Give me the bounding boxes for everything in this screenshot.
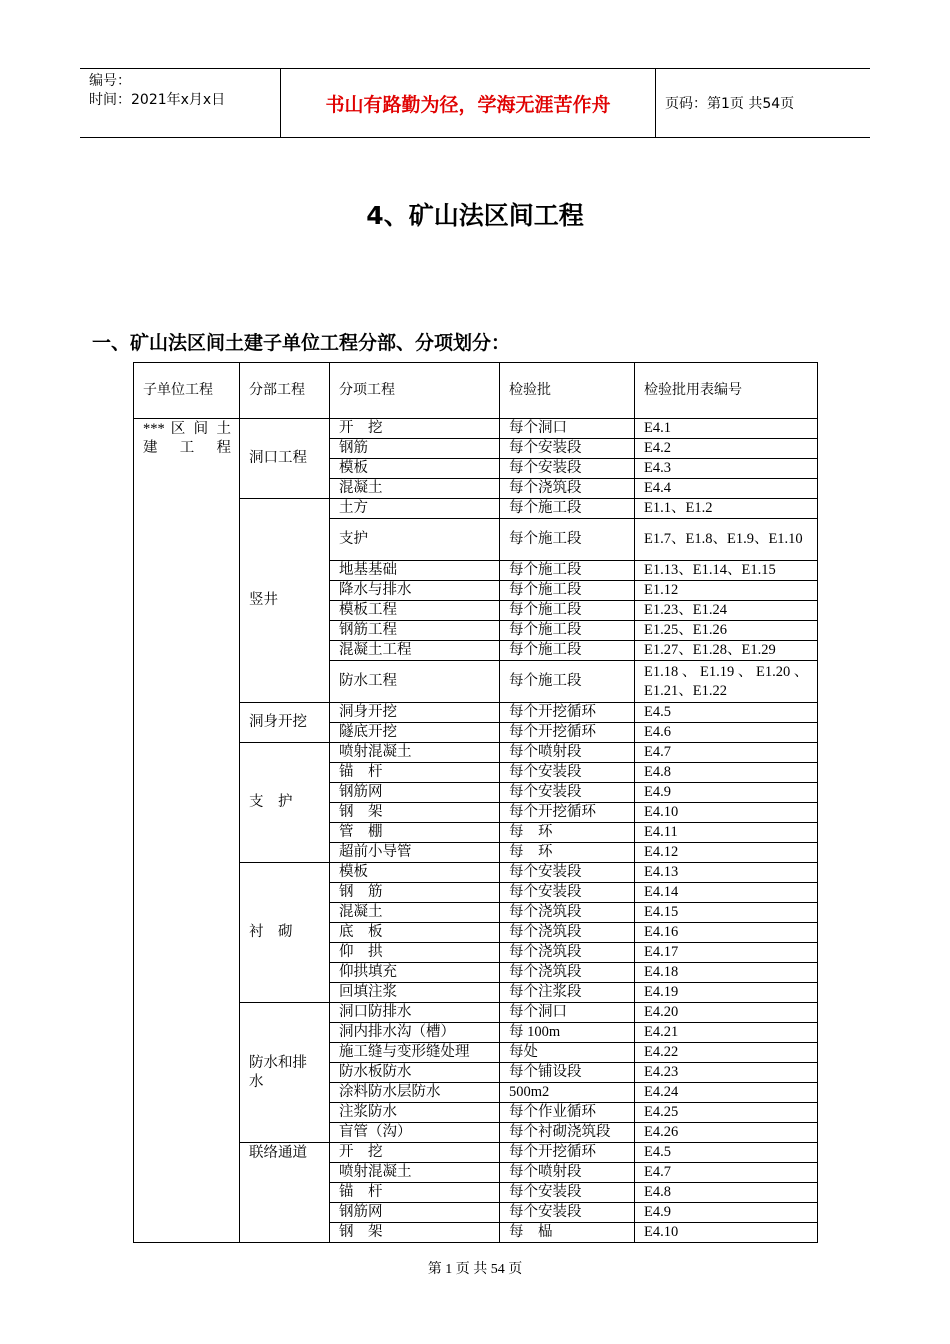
item-cell: 洞内排水沟（槽） (330, 1023, 500, 1043)
code-cell: E4.12 (635, 843, 818, 863)
batch-cell: 每个注浆段 (500, 983, 635, 1003)
batch-cell: 每个施工段 (500, 661, 635, 703)
batch-cell: 每 100m (500, 1023, 635, 1043)
code-cell: E4.2 (635, 439, 818, 459)
table-header-row (134, 363, 818, 419)
code-cell: E4.17 (635, 943, 818, 963)
item-cell: 钢筋网 (330, 783, 500, 803)
batch-cell: 每个施工段 (500, 499, 635, 519)
code-cell: E1.12 (635, 581, 818, 601)
code-cell: E4.22 (635, 1043, 818, 1063)
item-cell: 地基基础 (330, 561, 500, 581)
code-cell: E1.18 、 E1.19 、 E1.20 、E1.21、E1.22 (635, 661, 818, 703)
code-cell: E4.18 (635, 963, 818, 983)
item-cell: 回填注浆 (330, 983, 500, 1003)
item-cell: 洞口防排水 (330, 1003, 500, 1023)
item-cell: 模板 (330, 459, 500, 479)
item-cell: 钢 架 (330, 803, 500, 823)
batch-cell: 每个开挖循环 (500, 1143, 635, 1163)
batch-cell: 每个浇筑段 (500, 923, 635, 943)
batch-cell: 每个施工段 (500, 561, 635, 581)
item-cell: 混凝土 (330, 479, 500, 499)
batch-cell: 每个施工段 (500, 519, 635, 561)
batch-cell: 每个施工段 (500, 601, 635, 621)
division-cell: 衬 砌 (240, 863, 330, 1003)
item-cell: 隧底开挖 (330, 723, 500, 743)
code-cell: E4.19 (635, 983, 818, 1003)
code-cell: E1.13、E1.14、E1.15 (635, 561, 818, 581)
batch-cell: 每个浇筑段 (500, 943, 635, 963)
batch-cell: 每个施工段 (500, 621, 635, 641)
item-cell: 模板 (330, 863, 500, 883)
batch-cell: 每个安装段 (500, 439, 635, 459)
item-cell: 涂料防水层防水 (330, 1083, 500, 1103)
code-cell: E4.9 (635, 1203, 818, 1223)
item-cell: 钢筋网 (330, 1203, 500, 1223)
item-cell: 喷射混凝土 (330, 1163, 500, 1183)
division-cell: 洞口工程 (240, 419, 330, 499)
code-cell: E4.4 (635, 479, 818, 499)
item-cell: 钢 架 (330, 1223, 500, 1243)
item-cell: 仰 拱 (330, 943, 500, 963)
item-cell: 锚 杆 (330, 1183, 500, 1203)
code-cell: E4.1 (635, 419, 818, 439)
item-cell: 防水板防水 (330, 1063, 500, 1083)
header-motto: 书山有路勤为径，学海无涯苦作舟 (281, 69, 656, 137)
code-cell: E4.7 (635, 1163, 818, 1183)
division-cell: 洞身开挖 (240, 703, 330, 743)
code-cell: E4.10 (635, 1223, 818, 1243)
batch-cell: 每个洞口 (500, 1003, 635, 1023)
batch-cell: 每个施工段 (500, 581, 635, 601)
item-cell: 管 棚 (330, 823, 500, 843)
item-cell: 盲管（沟） (330, 1123, 500, 1143)
batch-cell: 每 环 (500, 843, 635, 863)
code-cell: E4.3 (635, 459, 818, 479)
batch-cell: 每个浇筑段 (500, 903, 635, 923)
sub-unit-cell: *** 区 间 土建工程 (134, 419, 240, 1243)
batch-cell: 每个安装段 (500, 863, 635, 883)
division-cell: 联络通道 (240, 1143, 330, 1243)
header-code: 检验批用表编号 (635, 363, 818, 419)
batch-cell: 每个作业循环 (500, 1103, 635, 1123)
item-cell: 防水工程 (330, 661, 500, 703)
table-body (134, 419, 818, 1243)
batch-cell: 每个铺设段 (500, 1063, 635, 1083)
item-cell: 支护 (330, 519, 500, 561)
batch-cell: 每个安装段 (500, 1203, 635, 1223)
header-page-info: 页码：第1页 共54页 (665, 96, 795, 112)
date-label: 时间：2021年x月x日 (89, 92, 226, 108)
item-cell: 混凝土工程 (330, 641, 500, 661)
batch-cell: 500m2 (500, 1083, 635, 1103)
item-cell: 土方 (330, 499, 500, 519)
item-cell: 锚 杆 (330, 763, 500, 783)
batch-cell: 每个安装段 (500, 883, 635, 903)
code-cell: E4.6 (635, 723, 818, 743)
code-cell: E4.13 (635, 863, 818, 883)
batch-cell: 每 环 (500, 823, 635, 843)
item-cell: 开 挖 (330, 1143, 500, 1163)
code-cell: E4.21 (635, 1023, 818, 1043)
batch-cell: 每个开挖循环 (500, 803, 635, 823)
item-cell: 喷射混凝土 (330, 743, 500, 763)
code-cell: E1.7、E1.8、E1.9、E1.10 (635, 519, 818, 561)
batch-cell: 每 榀 (500, 1223, 635, 1243)
batch-cell: 每个衬砌浇筑段 (500, 1123, 635, 1143)
batch-cell: 每个洞口 (500, 419, 635, 439)
item-cell: 超前小导管 (330, 843, 500, 863)
item-cell: 降水与排水 (330, 581, 500, 601)
header-sub-unit: 子单位工程 (134, 363, 240, 419)
code-cell: E1.1、E1.2 (635, 499, 818, 519)
item-cell: 施工缝与变形缝处理 (330, 1043, 500, 1063)
batch-cell: 每个浇筑段 (500, 479, 635, 499)
item-cell: 洞身开挖 (330, 703, 500, 723)
division-table (133, 362, 818, 1243)
document-title: 4、矿山法区间工程 (366, 201, 584, 230)
item-cell: 钢筋 (330, 439, 500, 459)
division-cell: 防水和排水 (240, 1003, 330, 1143)
code-cell: E4.5 (635, 1143, 818, 1163)
item-cell: 模板工程 (330, 601, 500, 621)
serial-label: 编号： (89, 73, 131, 89)
code-cell: E4.7 (635, 743, 818, 763)
section-heading: 一、矿山法区间土建子单位工程分部、分项划分： (92, 332, 511, 354)
code-cell: E4.16 (635, 923, 818, 943)
batch-cell: 每个安装段 (500, 763, 635, 783)
header-meta (80, 69, 281, 137)
code-cell: E4.8 (635, 763, 818, 783)
batch-cell: 每个安装段 (500, 459, 635, 479)
page-header (80, 68, 870, 138)
code-cell: E4.14 (635, 883, 818, 903)
batch-cell: 每个浇筑段 (500, 963, 635, 983)
header-batch: 检验批 (500, 363, 635, 419)
batch-cell: 每个施工段 (500, 641, 635, 661)
code-cell: E4.26 (635, 1123, 818, 1143)
header-division: 分部工程 (240, 363, 330, 419)
item-cell: 开 挖 (330, 419, 500, 439)
code-cell: E4.20 (635, 1003, 818, 1023)
division-cell: 支 护 (240, 743, 330, 863)
header-item: 分项工程 (330, 363, 500, 419)
item-cell: 钢 筋 (330, 883, 500, 903)
batch-cell: 每个喷射段 (500, 1163, 635, 1183)
code-cell: E4.24 (635, 1083, 818, 1103)
code-cell: E4.23 (635, 1063, 818, 1083)
item-cell: 仰拱填充 (330, 963, 500, 983)
item-cell: 注浆防水 (330, 1103, 500, 1123)
table-row (134, 419, 818, 439)
code-cell: E4.5 (635, 703, 818, 723)
code-cell: E4.9 (635, 783, 818, 803)
batch-cell: 每个安装段 (500, 783, 635, 803)
item-cell: 钢筋工程 (330, 621, 500, 641)
batch-cell: 每个喷射段 (500, 743, 635, 763)
code-cell: E4.11 (635, 823, 818, 843)
batch-cell: 每处 (500, 1043, 635, 1063)
page-footer: 第 1 页 共 54 页 (427, 1262, 523, 1277)
item-cell: 混凝土 (330, 903, 500, 923)
code-cell: E4.15 (635, 903, 818, 923)
batch-cell: 每个开挖循环 (500, 723, 635, 743)
code-cell: E1.23、E1.24 (635, 601, 818, 621)
division-cell: 竖井 (240, 499, 330, 703)
code-cell: E4.25 (635, 1103, 818, 1123)
item-cell: 底 板 (330, 923, 500, 943)
batch-cell: 每个开挖循环 (500, 703, 635, 723)
code-cell: E1.27、E1.28、E1.29 (635, 641, 818, 661)
code-cell: E1.25、E1.26 (635, 621, 818, 641)
batch-cell: 每个安装段 (500, 1183, 635, 1203)
code-cell: E4.8 (635, 1183, 818, 1203)
code-cell: E4.10 (635, 803, 818, 823)
